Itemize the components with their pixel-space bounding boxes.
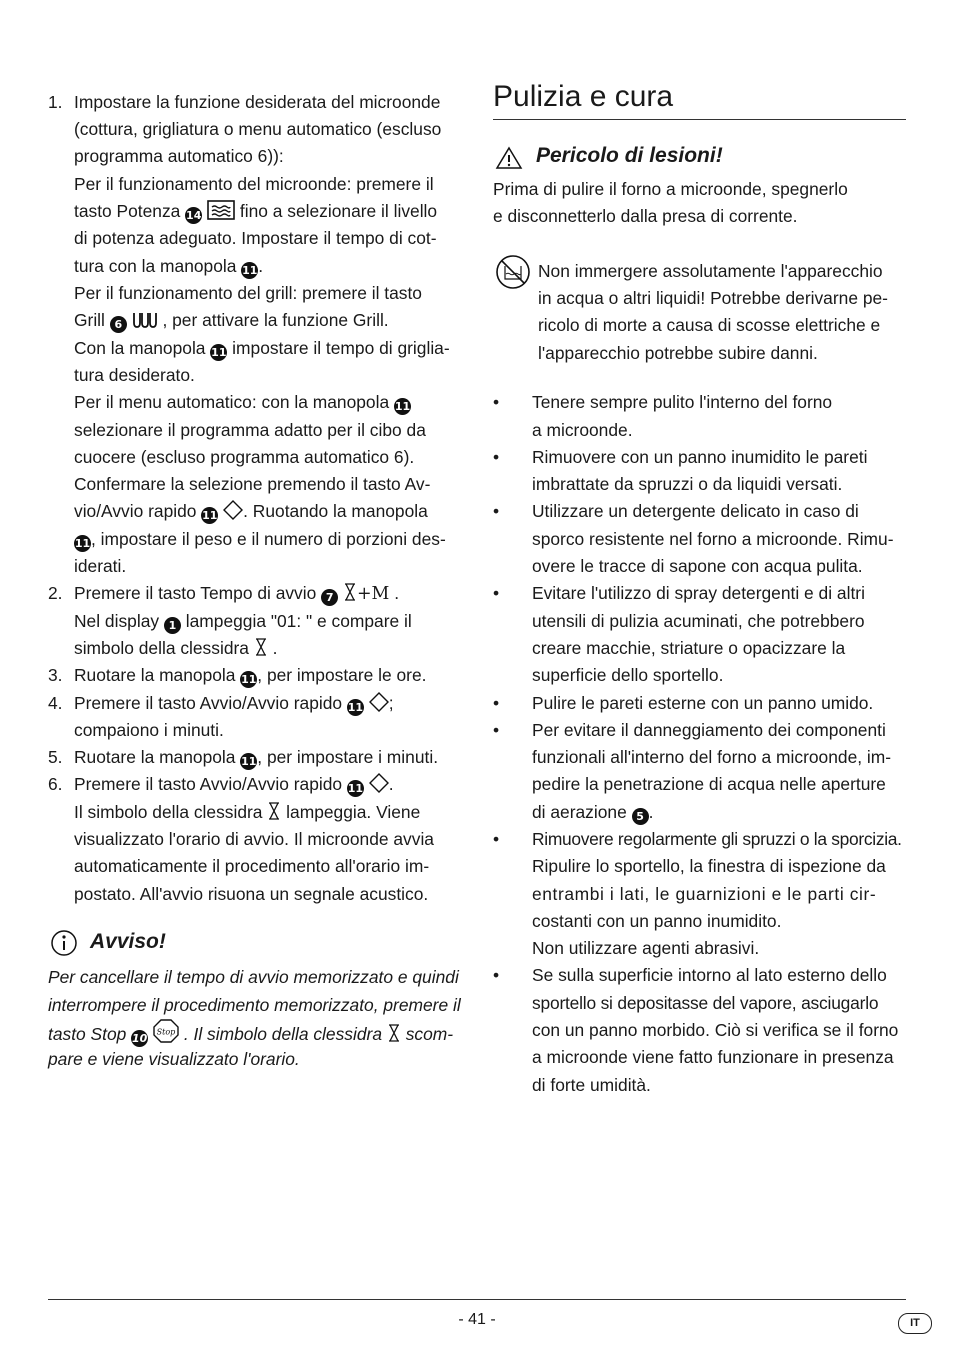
warning-icon <box>495 146 523 170</box>
step-1-text: Grill <box>74 310 105 330</box>
immerse-line: ricolo di morte a causa di scosse elettriche e <box>538 315 881 335</box>
step-1-line: selezionare il programma adatto per il cibo da <box>74 420 426 440</box>
step-1-text: vio/Avvio rapido <box>74 501 197 521</box>
step-1-line: Confermare la selezione premendo il tasto Av- <box>74 474 431 494</box>
bullet: • <box>493 829 500 849</box>
step-1-line: cuocere (escluso programma automatico 6). <box>74 447 415 467</box>
note-text: tasto Stop <box>48 1024 127 1044</box>
note-line: interrompere il procedimento memorizzato, premere il <box>48 995 461 1015</box>
step-5-text: , per impostare i minuti. <box>257 747 439 767</box>
no-immerse-icon <box>495 254 531 290</box>
warning-title: Pericolo di lesioni! <box>536 144 723 167</box>
step-1-text: tasto Potenza <box>74 201 181 221</box>
bullet-line: imbrattate da spruzzi o da liquidi versati. <box>532 474 843 494</box>
page-number: - 41 - <box>458 1311 496 1328</box>
step-number: 5. <box>48 747 63 767</box>
ref-7-icon: 7 <box>321 589 338 606</box>
grill-icon <box>132 309 158 329</box>
bullet: • <box>493 693 500 713</box>
heading-rule <box>493 119 906 120</box>
ref-11-icon: 11 <box>211 346 227 359</box>
step-number: 2. <box>48 583 63 603</box>
ref-10-icon: 10 <box>132 1032 148 1045</box>
step-3-line <box>74 662 426 689</box>
ref-11-icon: 11 <box>347 701 364 714</box>
immerse-line: l'apparecchio potrebbe subire danni. <box>538 343 818 363</box>
note-line <box>48 1019 453 1048</box>
ref-11-icon: 11 <box>74 537 91 550</box>
note-line: pare e viene visualizzato l'orario. <box>48 1049 300 1069</box>
step-6-text: Il simbolo della clessidra <box>74 802 263 822</box>
step-1-line: Impostare la funzione desiderata del microonde <box>74 92 441 112</box>
ref-11-icon: 11 <box>241 755 257 768</box>
step-2-text: lampeggia "01: " e compare il <box>185 611 412 631</box>
step-number: 6. <box>48 774 63 794</box>
immerse-line: in acqua o altri liquidi! Potrebbe derivarne pe- <box>538 288 888 308</box>
ref-11-icon: 11 <box>242 264 258 277</box>
step-1-line: iderati. <box>74 556 127 576</box>
step-number: 3. <box>48 665 63 685</box>
step-1-text: impostare il tempo di griglia- <box>232 338 450 358</box>
bullet-line: a microonde viene fatto funzionare in presenza <box>532 1047 894 1067</box>
section-heading: Pulizia e cura <box>493 80 674 113</box>
bullet-line: creare macchie, striature o opacizzare la <box>532 638 846 658</box>
step-4-line: Premere il tasto Avvio/Avvio rapido 11 ; <box>74 693 394 714</box>
bullet-line: con un panno morbido. Ciò si verifica se il forno <box>532 1020 899 1040</box>
bullet-line: Ripulire lo sportello, la finestra di ispezione da <box>532 856 886 876</box>
bullet-line: overe le tracce di sapone con acqua pulita. <box>532 556 863 576</box>
step-2-text: Premere il tasto Tempo di avvio <box>74 583 317 603</box>
bullet-line: Utilizzare un detergente delicato in caso di <box>532 501 859 521</box>
note-text: scom- <box>405 1024 454 1044</box>
step-6-line <box>74 799 420 826</box>
step-5-text: Ruotare la manopola <box>74 747 236 767</box>
bullet-text: di aerazione <box>532 802 627 822</box>
power-key-icon <box>207 200 235 220</box>
step-1-vio-line <box>74 498 428 525</box>
step-6-line: Premere il tasto Avvio/Avvio rapido 11 . <box>74 774 394 795</box>
hourglass-icon <box>387 1023 401 1043</box>
bullet-line: di forte umidità. <box>532 1075 651 1095</box>
bullet: • <box>493 501 500 521</box>
bullet-line: a microonde. <box>532 420 633 440</box>
bullet: • <box>493 583 500 603</box>
ref-14-icon: 14 <box>186 209 202 222</box>
step-1-potenza-line <box>74 198 437 225</box>
step-1-text: tura con la manopola <box>74 256 237 276</box>
bullet-line: Tenere sempre pulito l'interno del forno <box>532 392 833 412</box>
bullet-line: di aerazione 5 . <box>532 802 654 823</box>
step-1-text: , per attivare la funzione Grill. <box>162 310 389 330</box>
ref-6-icon: 6 <box>110 316 127 333</box>
step-1-text: fino a selezionare il livello <box>239 201 438 221</box>
step-1-line: (cottura, grigliatura o menu automatico (escluso <box>74 119 442 139</box>
step-4-line: compaiono i minuti. <box>74 720 224 740</box>
bullet-line: Se sulla superficie intorno al lato esterno dello <box>532 965 887 985</box>
step-1-text: . Ruotando la manopola <box>243 501 428 521</box>
step-1-peso-line <box>74 526 446 553</box>
stop-key-icon <box>153 1019 179 1043</box>
step-1-line: Per il funzionamento del microonde: premere il <box>74 174 434 194</box>
bullet: • <box>493 447 500 467</box>
bullet: • <box>493 965 500 985</box>
warning-line: Prima di pulire il forno a microonde, spegnerlo <box>493 179 848 199</box>
note-text: . Il simbolo della clessidra <box>183 1024 382 1044</box>
immerse-line: Non immergere assolutamente l'apparecchio <box>538 261 883 281</box>
hourglass-icon <box>267 801 281 821</box>
info-icon <box>50 929 78 957</box>
step-2-display-line <box>74 608 412 635</box>
step-2-line: Premere il tasto Tempo di avvio 7 +M . <box>74 583 400 604</box>
hourglass-icon <box>343 582 357 602</box>
bullet-line: pedire la penetrazione di acqua nelle aperture <box>532 774 886 794</box>
step-1-text: Con la manopola <box>74 338 206 358</box>
bullet-line: costanti con un panno inumidito. <box>532 911 782 931</box>
step-2-symbol-line: simbolo della clessidra . <box>74 638 278 658</box>
step-6-line: postato. All'avvio risuona un segnale acustico. <box>74 884 429 904</box>
step-6-line: automaticamente il procedimento all'orario im- <box>74 856 430 876</box>
bullet-line: Rimuovere regolarmente gli spruzzi o la sporcizia. <box>532 829 902 849</box>
step-1-text: Per il menu automatico: con la manopola <box>74 392 390 412</box>
start-diamond-icon <box>369 692 389 712</box>
step-5-line <box>74 744 438 771</box>
bullet-line: Non utilizzare agenti abrasivi. <box>532 938 760 958</box>
bullet-line: sportello si depositasse del vapore, asciugarlo <box>532 993 879 1013</box>
step-number: 1. <box>48 92 63 112</box>
bullet: • <box>493 392 500 412</box>
ref-1-icon: 1 <box>164 617 181 634</box>
warning-line: e disconnetterlo dalla presa di corrente. <box>493 206 798 226</box>
footer-rule <box>48 1299 906 1300</box>
bullet-line: sporco resistente nel forno a microonde. Rimu- <box>532 529 894 549</box>
step-1-line: tura desiderato. <box>74 365 195 385</box>
step-6-text: Premere il tasto Avvio/Avvio rapido <box>74 774 343 794</box>
bullet-line: Evitare l'utilizzo di spray detergenti e di altri <box>532 583 865 603</box>
step-2-text: simbolo della clessidra <box>74 638 249 658</box>
step-3-text: Ruotare la manopola <box>74 665 236 685</box>
ref-5-icon: 5 <box>632 808 649 825</box>
start-diamond-icon <box>223 500 243 520</box>
step-3-text: , per impostare le ore. <box>257 665 427 685</box>
time-plus-m-symbol: +M <box>356 584 390 604</box>
bullet-line: entrambi i lati, le guarnizioni e le parti cir- <box>532 884 877 904</box>
bullet-line: Rimuovere con un panno inumidito le pareti <box>532 447 868 467</box>
step-6-line: visualizzato l'orario di avvio. Il microonde avvia <box>74 829 434 849</box>
step-1-line: programma automatico 6)): <box>74 146 284 166</box>
stop-key-label: Stop <box>156 1027 176 1037</box>
start-diamond-icon <box>369 773 389 793</box>
bullet: • <box>493 720 500 740</box>
ref-11-icon: 11 <box>241 673 257 686</box>
step-1-menu-line <box>74 389 411 416</box>
bullet-line: Per evitare il danneggiamento dei componenti <box>532 720 886 740</box>
bullet-line: funzionali all'interno del forno a microonde, im- <box>532 747 892 767</box>
step-1-grill-line <box>74 307 389 334</box>
note-title: Avviso! <box>90 930 166 953</box>
step-1-con-line <box>74 335 450 362</box>
hourglass-icon <box>254 637 268 657</box>
step-number: 4. <box>48 693 63 713</box>
step-6-text: lampeggia. Viene <box>286 802 421 822</box>
bullet-line: utensili di pulizia acuminati, che potrebbero <box>532 611 865 631</box>
language-badge: IT <box>898 1313 932 1334</box>
ref-11-icon: 11 <box>347 782 364 795</box>
ref-11-icon: 11 <box>394 400 411 413</box>
ref-11-icon: 11 <box>202 509 218 522</box>
step-1-text: , impostare il peso e il numero di porzioni des- <box>91 529 446 549</box>
step-1-tura-line: tura con la manopola 11. <box>74 256 264 277</box>
note-line: Per cancellare il tempo di avvio memorizzato e quindi <box>48 967 459 987</box>
step-4-text: Premere il tasto Avvio/Avvio rapido <box>74 693 343 713</box>
step-2-text: Nel display <box>74 611 160 631</box>
step-1-line: Per il funzionamento del grill: premere il tasto <box>74 283 422 303</box>
bullet-line: superficie dello sportello. <box>532 665 724 685</box>
bullet-line: Pulire le pareti esterne con un panno umido. <box>532 693 874 713</box>
step-1-line: di potenza adeguato. Impostare il tempo di cot- <box>74 228 437 248</box>
